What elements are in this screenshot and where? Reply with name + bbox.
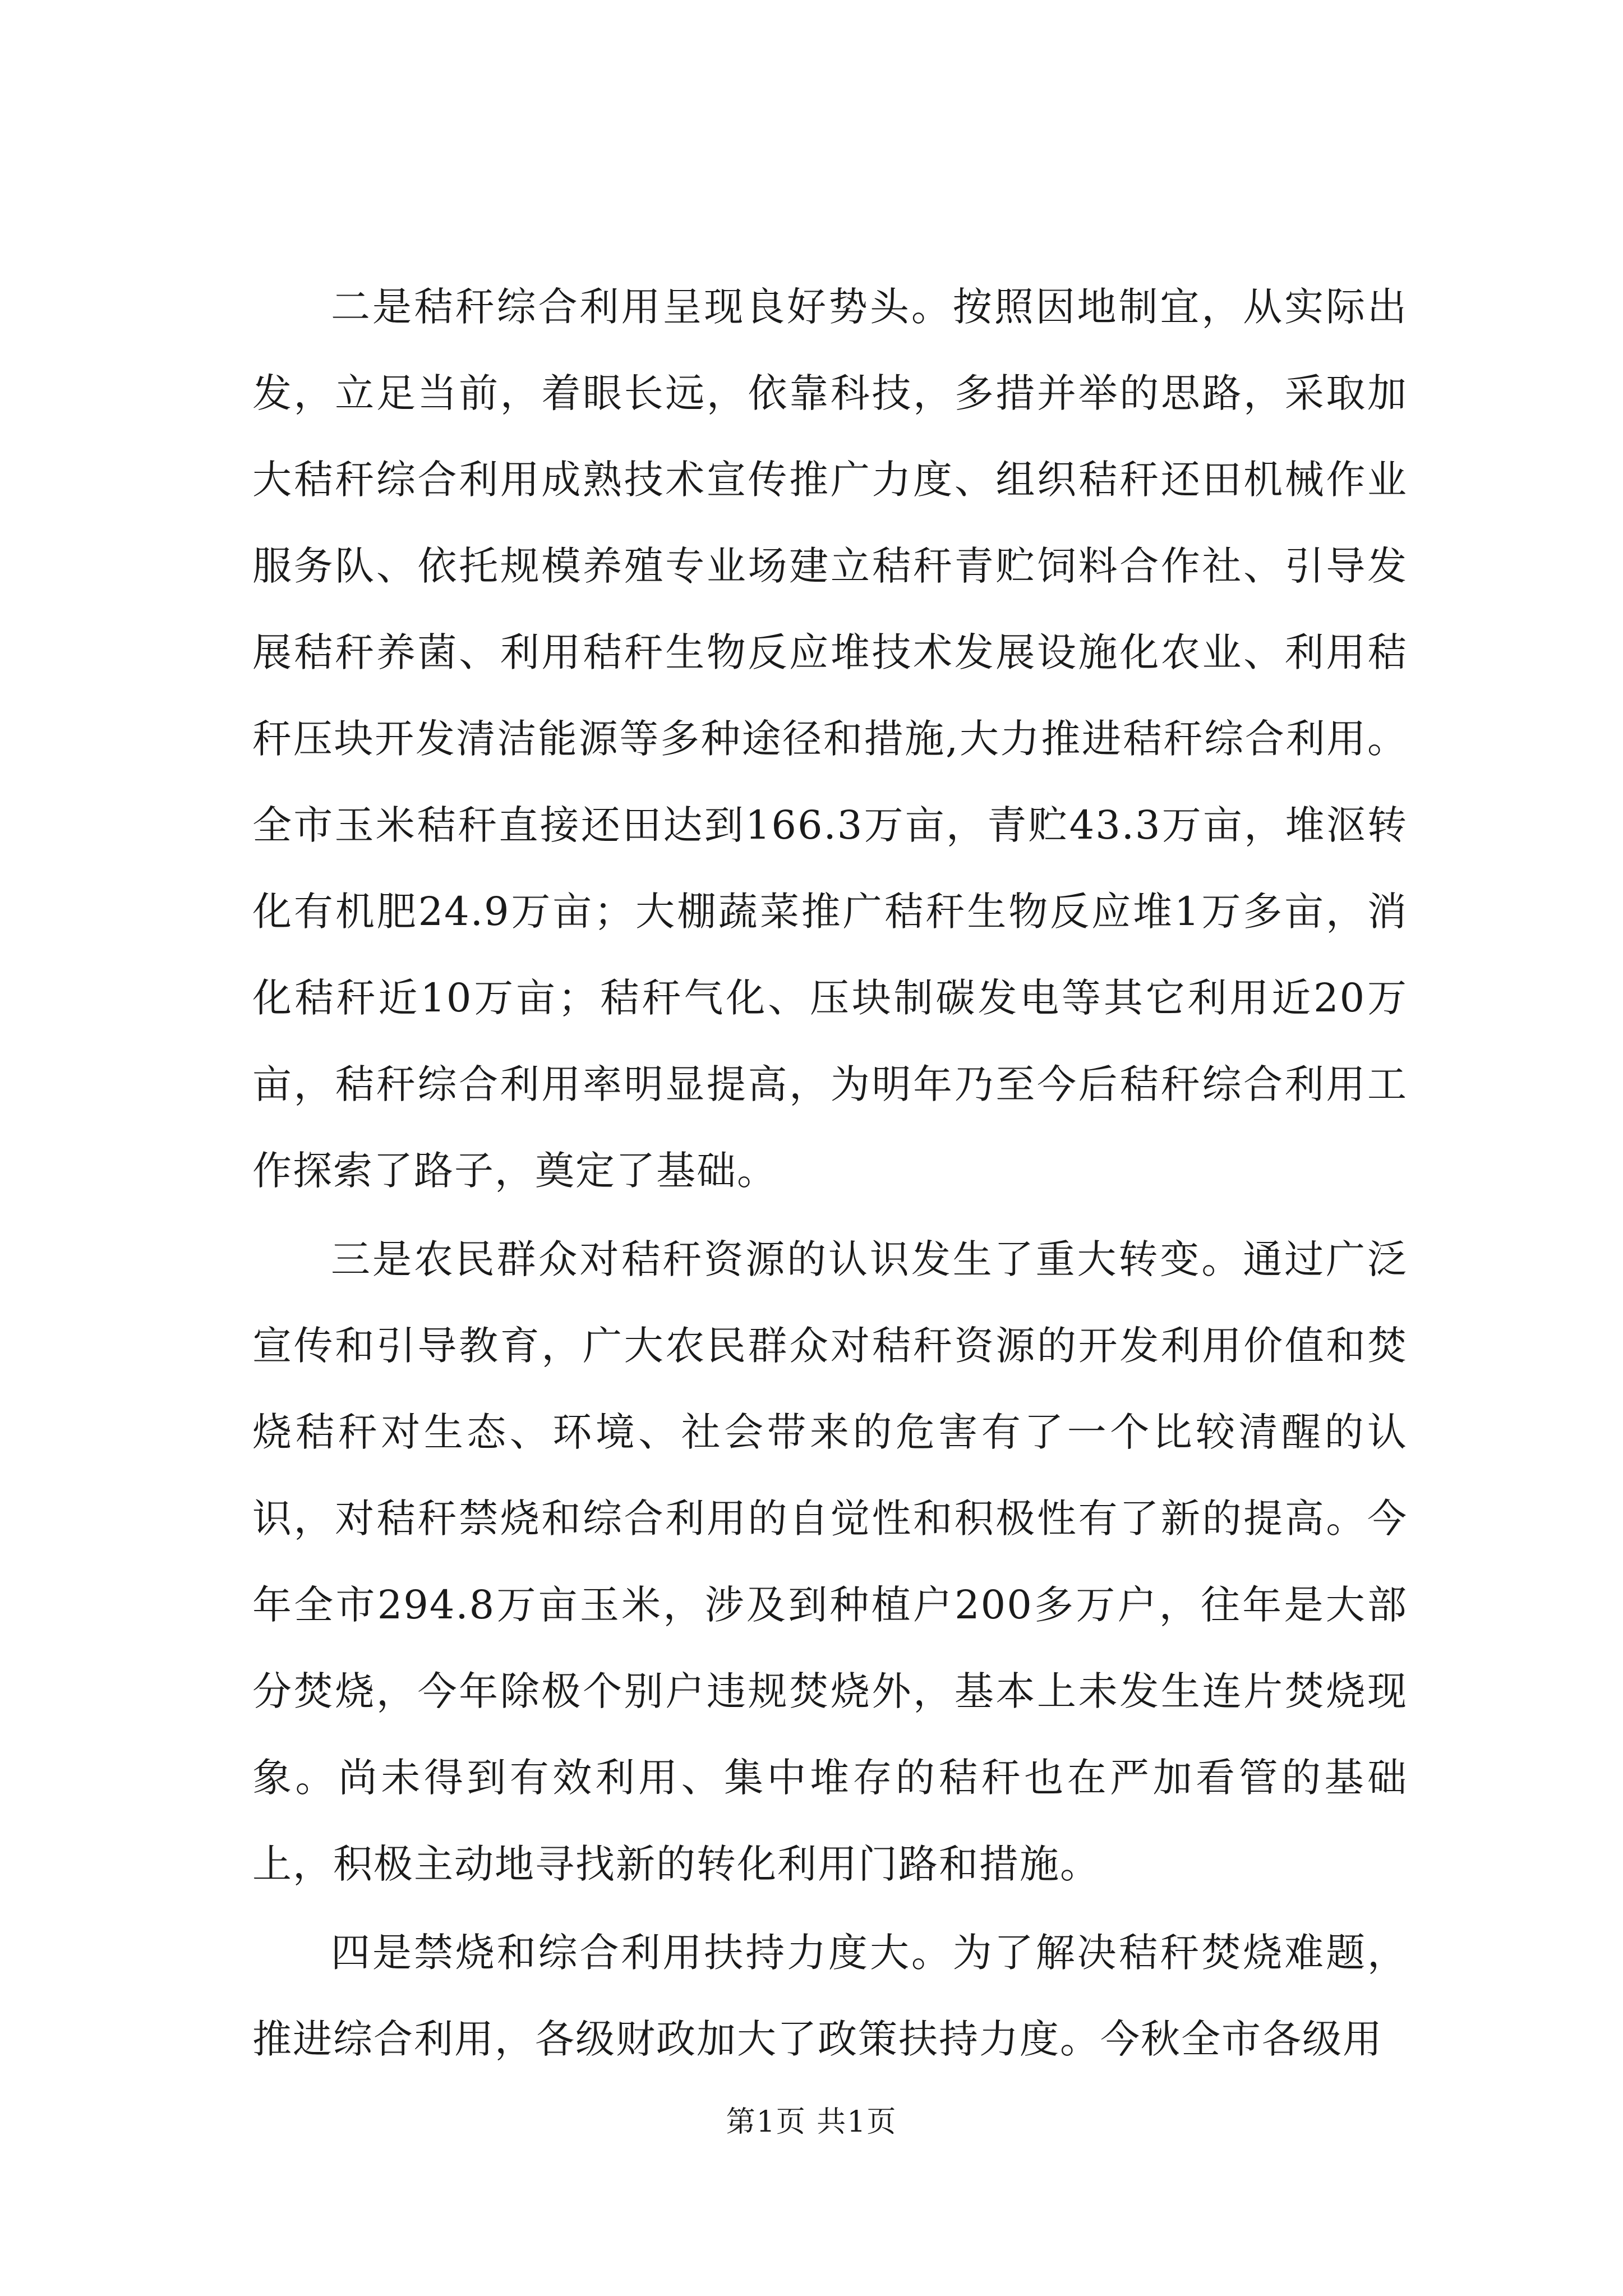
paragraph-financial-support: 四是禁烧和综合利用扶持力度大。为了解决秸秆焚烧难题，推进综合利用，各级财政加大了政策扶持力度。今秋全市各级用 [252, 1930, 1408, 2062]
page-footer: 第1页 共1页 [726, 2105, 897, 2139]
paragraph-farmer-awareness: 三是农民群众对秸秆资源的认识发生了重大转变。通过广泛宣传和引导教育，广大农民群众对秸秆资源的开发利用价值和焚烧秸秆对生态、环境、社会带来的危害有了一个比较清醒的认识，对秸秆禁烧和综合利用的自觉性和积极性有了新的提高。今年全市294.8万亩玉米，涉及到种植户200多万户，往年是大部分焚烧，今年除极个别户违规焚烧外，基本上未发生连片焚烧现象。尚未得到有效利用、集中堆存的秸秆也在严加看管的基础上，积极主动地寻找新的转化利用门路和措施。 [252, 1236, 1408, 1887]
paragraph-straw-utilization: 二是秸秆综合利用呈现良好势头。按照因地制宜，从实际出发，立足当前，着眼长远，依靠科技，多措并举的思路，采取加大秸秆综合利用成熟技术宣传推广力度、组织秸秆还田机械作业服务队、依托规模养殖专业场建立秸秆青贮饲料合作社、引导发展秸秆养菌、利用秸秆生物反应堆技术发展设施化农业、利用秸秆压块开发清洁能源等多种途径和措施,大力推进秸秆综合利用。全市玉米秸秆直接还田达到166.3万亩，青贮43.3万亩，堆沤转化有机肥24.9万亩；大棚蔬菜推广秸秆生物反应堆1万多亩，消化秸秆近10万亩；秸秆气化、压块制碳发电等其它利用近20万亩，秸秆综合利用率明显提高，为明年乃至今后秸秆综合利用工作探索了路子，奠定了基础。 [252, 284, 1408, 1194]
document-body [252, 264, 1408, 2082]
